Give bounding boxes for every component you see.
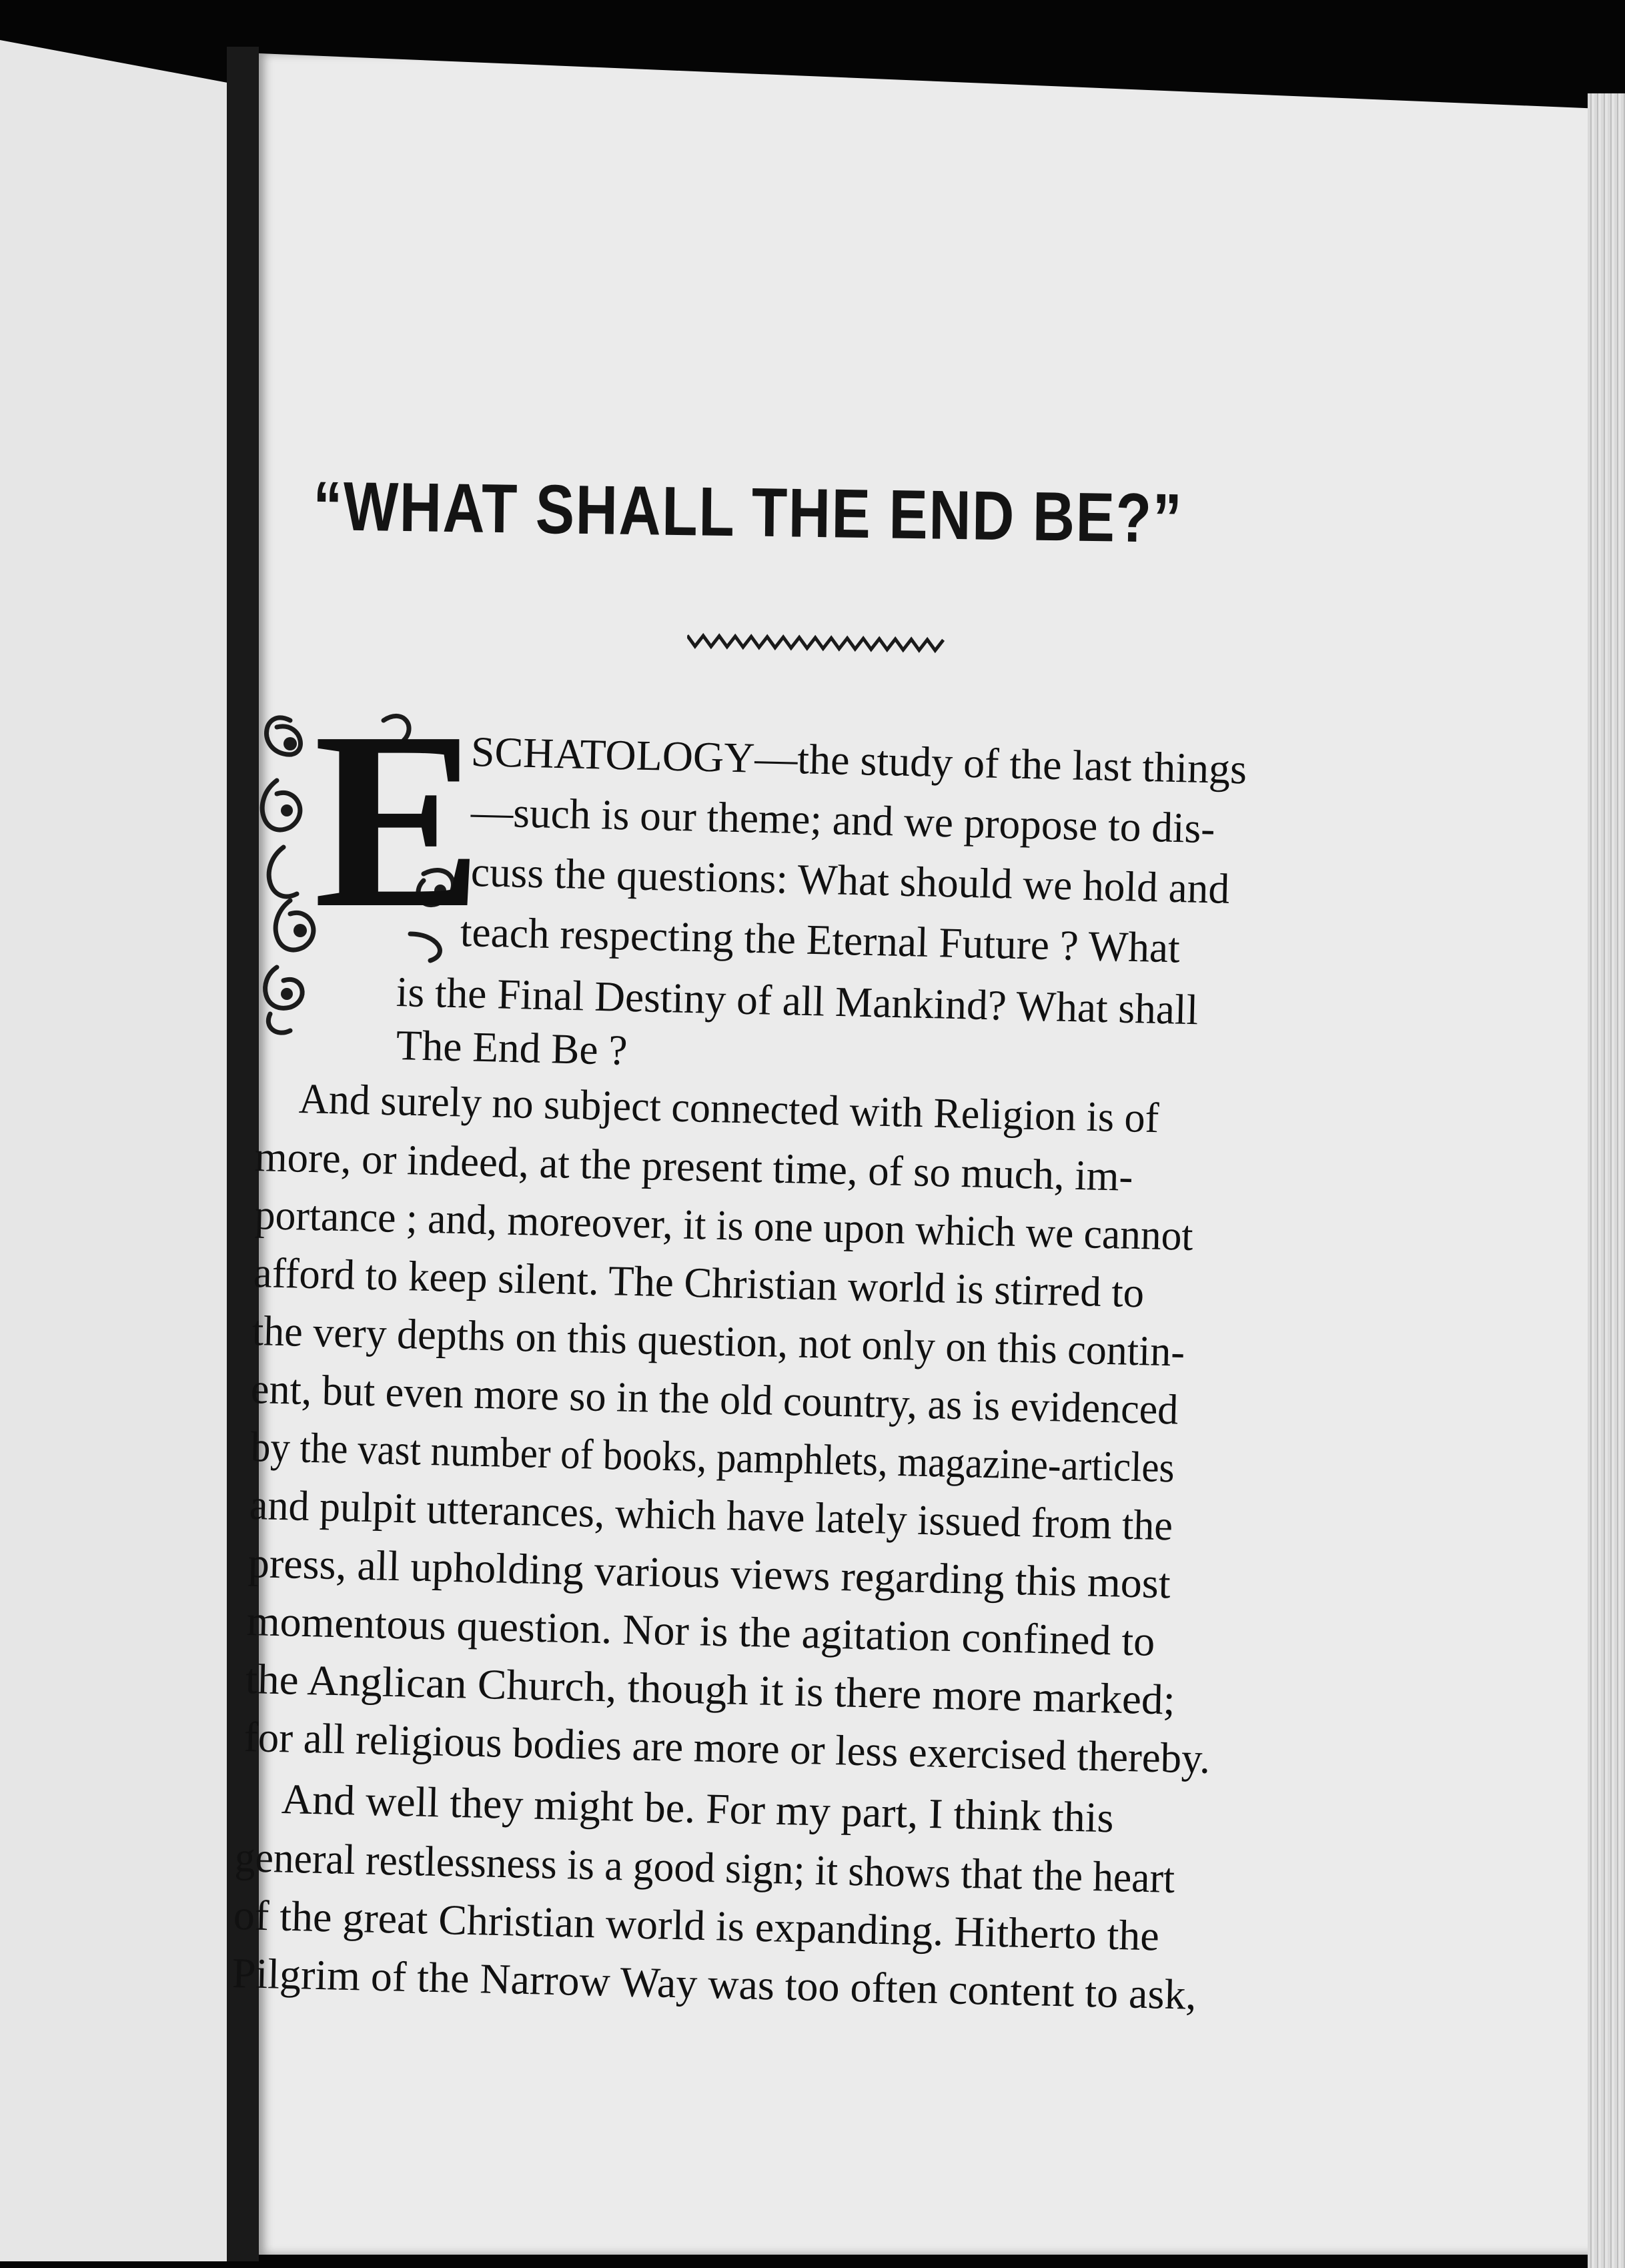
text-line: portance ; and, moreover, it is one upon which we cannot	[254, 1191, 1194, 1259]
text-line: —such is our theme; and we propose to dis-	[470, 788, 1216, 853]
text-line: of the great Christian world is expanding. Hitherto the	[233, 1891, 1160, 1960]
text-line: more, or indeed, at the present time, of so much, im-	[254, 1133, 1134, 1200]
text-line: And surely no subject connected with Religion is of	[298, 1075, 1160, 1142]
text-line: is the Final Destiny of all Mankind? What shall	[396, 968, 1199, 1034]
text-line: teach respecting the Eternal Future ? What	[460, 908, 1181, 972]
text-line: And well they might be. For my part, I think this	[281, 1775, 1115, 1842]
text-line: general restlessness is a good sign; it shows that the heart	[234, 1833, 1175, 1902]
text-line: Pilgrim of the Narrow Way was too often content to ask,	[231, 1949, 1197, 2019]
text-line: by the vast number of books, pamphlets, magazine-articles	[250, 1423, 1175, 1492]
text-line: The End Be ?	[396, 1021, 628, 1074]
text-line: for all religious bodies are more or less exercised thereby.	[243, 1713, 1211, 1782]
text-line: momentous question. Nor is the agitation confined to	[246, 1597, 1156, 1665]
text-line: the Anglican Church, though it is there more marked;	[245, 1655, 1176, 1724]
text-line: SCHATOLOGY—the study of the last things	[470, 728, 1247, 793]
text-line: cuss the questions: What should we hold and	[470, 848, 1230, 913]
text-line: press, all upholding various views regarding this most	[247, 1539, 1171, 1608]
page-title: “WHAT SHALL THE END BE?”	[312, 467, 1183, 558]
text-line: ent, but even more so in the old country, as is evidenced	[250, 1365, 1179, 1434]
text-line: the very depths on this question, not only on this contin-	[251, 1307, 1185, 1375]
text-line: afford to keep silent. The Christian world is stirred to	[253, 1249, 1145, 1317]
text-line: and pulpit utterances, which have lately issued from the	[249, 1481, 1173, 1550]
drop-cap-letter: E	[314, 680, 483, 961]
